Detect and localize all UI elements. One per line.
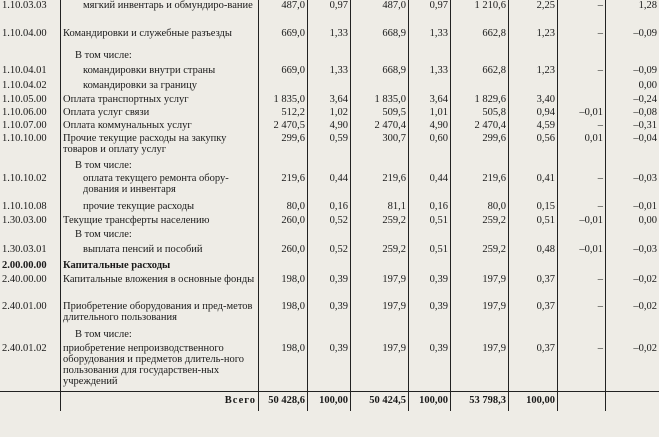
cell-deviation-a: –0,01 — [558, 215, 606, 229]
row-code: 2.40.01.00 — [2, 301, 47, 312]
cell-deviation-b — [606, 229, 659, 244]
cell-deviation-a — [558, 260, 606, 274]
cell-deviation-a — [558, 50, 606, 65]
cell-deviation-b: –0,09 — [606, 28, 659, 50]
row-name: Прочие текущие расходы на закупку товаров и оплату услуг — [61, 133, 259, 160]
cell-deviation-a: – — [558, 201, 606, 215]
cell-deviation-b: –0,24 — [606, 94, 659, 107]
row-code: 2.40.00.00 — [2, 274, 47, 285]
cell-plan-share: 0,52 — [308, 215, 351, 229]
cell-plan-amount: 1 835,0 — [259, 94, 308, 107]
cell-plan-share — [308, 160, 351, 173]
cell-plan-share — [308, 229, 351, 244]
total-label: Всего — [61, 391, 259, 411]
cell-revised-amount — [351, 160, 409, 173]
row-code: 1.30.03.01 — [2, 244, 47, 255]
cell-actual-amount — [451, 229, 509, 244]
cell-deviation-b: –0,31 — [606, 120, 659, 133]
cell-actual-share: 1,23 — [509, 65, 558, 80]
cell-actual-amount — [451, 329, 509, 343]
cell-plan-share: 1,33 — [308, 28, 351, 50]
row-code: 2.40.01.02 — [2, 343, 47, 354]
cell-revised-amount: 81,1 — [351, 201, 409, 215]
cell-revised-amount — [351, 329, 409, 343]
cell-deviation-b: –0,09 — [606, 65, 659, 80]
cell-revised-share — [409, 329, 451, 343]
row-name: командировки за границу — [61, 80, 259, 94]
cell-plan-share: 0,39 — [308, 343, 351, 391]
row-code — [0, 229, 61, 244]
row-name: выплата пенсий и пособий — [61, 244, 259, 260]
row-code: 1.10.04.02 — [2, 80, 47, 91]
total-code — [0, 391, 61, 411]
row-code: 1.10.04.00 — [2, 28, 47, 39]
row-name: В том числе: — [61, 329, 259, 343]
cell-revised-amount: 197,9 — [351, 301, 409, 329]
cell-plan-share: 0,39 — [308, 274, 351, 301]
cell-deviation-a — [558, 229, 606, 244]
cell-plan-amount — [259, 80, 308, 94]
total-actual-amount: 53 798,3 — [451, 391, 509, 411]
cell-actual-share: 2,25 — [509, 0, 558, 28]
cell-revised-amount — [351, 50, 409, 65]
cell-actual-amount: 1 829,6 — [451, 94, 509, 107]
row-name: оплата текущего ремонта обору-дования и инвентаря — [61, 173, 259, 201]
cell-actual-share — [509, 329, 558, 343]
cell-actual-amount: 80,0 — [451, 201, 509, 215]
table-row — [0, 94, 659, 107]
cell-revised-share: 0,16 — [409, 201, 451, 215]
cell-deviation-a — [558, 160, 606, 173]
cell-deviation-a — [558, 94, 606, 107]
cell-actual-amount: 259,2 — [451, 215, 509, 229]
cell-revised-amount — [351, 229, 409, 244]
cell-actual-share: 0,41 — [509, 173, 558, 201]
cell-revised-share: 0,44 — [409, 173, 451, 201]
cell-deviation-b: 0,00 — [606, 80, 659, 94]
cell-plan-share: 1,02 — [308, 107, 351, 120]
cell-revised-amount: 300,7 — [351, 133, 409, 160]
row-code: 1.10.03.03 — [2, 0, 47, 11]
cell-actual-amount — [451, 50, 509, 65]
row-code: 1.10.04.01 — [2, 65, 47, 76]
cell-revised-amount: 487,0 — [351, 0, 409, 28]
row-code: 1.10.06.00 — [2, 107, 47, 118]
cell-actual-amount: 2 470,4 — [451, 120, 509, 133]
cell-plan-amount: 80,0 — [259, 201, 308, 215]
cell-actual-share: 0,15 — [509, 201, 558, 215]
cell-plan-amount: 260,0 — [259, 215, 308, 229]
row-name: прочие текущие расходы — [61, 201, 259, 215]
row-code: 1.10.10.08 — [2, 201, 47, 212]
table-row — [0, 133, 659, 160]
cell-revised-amount — [351, 80, 409, 94]
cell-revised-share: 0,51 — [409, 244, 451, 260]
cell-actual-share: 0,94 — [509, 107, 558, 120]
cell-plan-amount — [259, 160, 308, 173]
cell-deviation-a: – — [558, 120, 606, 133]
row-code — [0, 160, 61, 173]
cell-revised-share — [409, 160, 451, 173]
cell-actual-amount: 662,8 — [451, 65, 509, 80]
cell-plan-amount: 669,0 — [259, 65, 308, 80]
cell-deviation-b: –0,08 — [606, 107, 659, 120]
cell-actual-share — [509, 50, 558, 65]
cell-plan-amount: 487,0 — [259, 0, 308, 28]
cell-plan-share — [308, 260, 351, 274]
cell-revised-share — [409, 80, 451, 94]
total-deviation-b — [606, 391, 659, 411]
table-row — [0, 215, 659, 229]
row-code: 1.30.03.00 — [2, 215, 47, 226]
cell-deviation-a: – — [558, 0, 606, 28]
table-row — [0, 274, 659, 301]
cell-actual-amount: 259,2 — [451, 244, 509, 260]
cell-deviation-a: – — [558, 301, 606, 329]
cell-plan-amount: 512,2 — [259, 107, 308, 120]
cell-plan-amount: 2 470,5 — [259, 120, 308, 133]
cell-plan-amount: 299,6 — [259, 133, 308, 160]
cell-revised-share — [409, 229, 451, 244]
total-plan-share: 100,00 — [308, 391, 351, 411]
cell-revised-share: 4,90 — [409, 120, 451, 133]
cell-plan-share: 1,33 — [308, 65, 351, 80]
cell-plan-amount — [259, 329, 308, 343]
table-row — [0, 65, 659, 80]
table-row — [0, 173, 659, 201]
total-plan-amount: 50 428,6 — [259, 391, 308, 411]
cell-deviation-a — [558, 80, 606, 94]
total-revised-share: 100,00 — [409, 391, 451, 411]
cell-revised-amount: 197,9 — [351, 274, 409, 301]
row-name: Капитальные расходы — [61, 260, 259, 274]
table-row — [0, 260, 659, 274]
cell-revised-share: 1,33 — [409, 28, 451, 50]
cell-deviation-b — [606, 160, 659, 173]
table-row — [0, 160, 659, 173]
cell-revised-share: 0,60 — [409, 133, 451, 160]
cell-revised-amount: 668,9 — [351, 28, 409, 50]
cell-revised-amount: 259,2 — [351, 215, 409, 229]
cell-actual-amount — [451, 160, 509, 173]
cell-revised-amount: 197,9 — [351, 343, 409, 391]
cell-deviation-a: – — [558, 65, 606, 80]
cell-revised-share: 1,33 — [409, 65, 451, 80]
cell-actual-share — [509, 260, 558, 274]
cell-actual-amount: 662,8 — [451, 28, 509, 50]
row-code — [0, 329, 61, 343]
cell-revised-amount: 219,6 — [351, 173, 409, 201]
total-actual-share: 100,00 — [509, 391, 558, 411]
cell-deviation-b: –0,02 — [606, 301, 659, 329]
cell-revised-share — [409, 260, 451, 274]
cell-deviation-b: –0,03 — [606, 244, 659, 260]
table-row — [0, 0, 659, 28]
cell-revised-amount: 1 835,0 — [351, 94, 409, 107]
cell-actual-amount: 219,6 — [451, 173, 509, 201]
cell-plan-share: 0,39 — [308, 301, 351, 329]
cell-actual-amount: 197,9 — [451, 274, 509, 301]
cell-plan-share — [308, 50, 351, 65]
cell-deviation-a: –0,01 — [558, 244, 606, 260]
cell-plan-amount — [259, 260, 308, 274]
cell-actual-share — [509, 229, 558, 244]
row-name: Оплата коммунальных услуг — [61, 120, 259, 133]
table-row — [0, 107, 659, 120]
cell-deviation-b: –0,04 — [606, 133, 659, 160]
cell-deviation-b: 1,28 — [606, 0, 659, 28]
row-name: Командировки и служебные разъезды — [61, 28, 259, 50]
cell-deviation-b — [606, 260, 659, 274]
cell-deviation-b: –0,01 — [606, 201, 659, 215]
table-row — [0, 329, 659, 343]
cell-plan-share: 0,16 — [308, 201, 351, 215]
cell-actual-amount: 197,9 — [451, 343, 509, 391]
row-name: командировки внутри страны — [61, 65, 259, 80]
cell-deviation-a: – — [558, 274, 606, 301]
total-deviation-a — [558, 391, 606, 411]
cell-actual-share — [509, 160, 558, 173]
cell-plan-share: 4,90 — [308, 120, 351, 133]
cell-deviation-b: –0,02 — [606, 274, 659, 301]
cell-revised-share: 0,39 — [409, 301, 451, 329]
row-code: 1.10.05.00 — [2, 94, 47, 105]
cell-revised-amount: 509,5 — [351, 107, 409, 120]
cell-revised-amount: 668,9 — [351, 65, 409, 80]
cell-plan-amount: 198,0 — [259, 301, 308, 329]
row-name: Оплата услуг связи — [61, 107, 259, 120]
cell-plan-amount: 198,0 — [259, 343, 308, 391]
cell-revised-share: 0,97 — [409, 0, 451, 28]
cell-plan-amount: 198,0 — [259, 274, 308, 301]
row-name: приобретение непроизводственного оборудования и предметов длитель-ного пользования для государствен-ных учреждений — [61, 343, 259, 391]
cell-plan-share: 3,64 — [308, 94, 351, 107]
cell-actual-share — [509, 80, 558, 94]
row-name: В том числе: — [61, 50, 259, 65]
row-code: 1.10.10.02 — [2, 173, 47, 184]
cell-plan-amount: 669,0 — [259, 28, 308, 50]
table-row — [0, 229, 659, 244]
cell-revised-amount — [351, 260, 409, 274]
table-row — [0, 301, 659, 329]
cell-deviation-a: –0,01 — [558, 107, 606, 120]
table-row — [0, 343, 659, 391]
cell-plan-amount — [259, 50, 308, 65]
cell-deviation-a — [558, 329, 606, 343]
row-name: мягкий инвентарь и обмундиро-вание — [61, 0, 259, 28]
row-name: Оплата транспортных услуг — [61, 94, 259, 107]
cell-actual-amount: 197,9 — [451, 301, 509, 329]
cell-actual-share: 0,37 — [509, 343, 558, 391]
cell-revised-share: 1,01 — [409, 107, 451, 120]
cell-deviation-a: 0,01 — [558, 133, 606, 160]
cell-plan-share: 0,52 — [308, 244, 351, 260]
cell-deviation-b — [606, 329, 659, 343]
row-name: В том числе: — [61, 229, 259, 244]
row-name: Капитальные вложения в основные фонды — [61, 274, 259, 301]
cell-plan-share: 0,59 — [308, 133, 351, 160]
cell-deviation-b — [606, 50, 659, 65]
total-revised-amount: 50 424,5 — [351, 391, 409, 411]
cell-plan-share — [308, 80, 351, 94]
cell-actual-amount — [451, 260, 509, 274]
row-name: Текущие трансферты населению — [61, 215, 259, 229]
row-name: Приобретение оборудования и пред-метов длительного пользования — [61, 301, 259, 329]
cell-plan-share: 0,97 — [308, 0, 351, 28]
row-code: 1.10.10.00 — [2, 133, 47, 144]
cell-actual-share: 0,37 — [509, 301, 558, 329]
cell-deviation-b: –0,03 — [606, 173, 659, 201]
table-row — [0, 244, 659, 260]
cell-plan-share: 0,44 — [308, 173, 351, 201]
cell-plan-amount — [259, 229, 308, 244]
row-name: В том числе: — [61, 160, 259, 173]
cell-revised-share: 0,39 — [409, 274, 451, 301]
cell-deviation-a: – — [558, 173, 606, 201]
table-row — [0, 80, 659, 94]
cell-actual-share: 0,37 — [509, 274, 558, 301]
cell-revised-amount: 259,2 — [351, 244, 409, 260]
cell-actual-share: 0,51 — [509, 215, 558, 229]
cell-actual-share: 1,23 — [509, 28, 558, 50]
cell-revised-share: 0,51 — [409, 215, 451, 229]
cell-revised-amount: 2 470,4 — [351, 120, 409, 133]
cell-plan-share — [308, 329, 351, 343]
table-row — [0, 28, 659, 50]
cell-plan-amount: 219,6 — [259, 173, 308, 201]
cell-revised-share — [409, 50, 451, 65]
cell-deviation-a: – — [558, 343, 606, 391]
cell-actual-amount: 1 210,6 — [451, 0, 509, 28]
row-code: 1.10.07.00 — [2, 120, 47, 131]
table-row — [0, 120, 659, 133]
row-code: 2.00.00.00 — [2, 260, 47, 271]
table-row — [0, 50, 659, 65]
cell-revised-share: 3,64 — [409, 94, 451, 107]
table-row — [0, 201, 659, 215]
cell-revised-share: 0,39 — [409, 343, 451, 391]
cell-actual-amount: 505,8 — [451, 107, 509, 120]
total-row — [0, 391, 659, 411]
row-code — [0, 50, 61, 65]
cell-actual-share: 4,59 — [509, 120, 558, 133]
cell-plan-amount: 260,0 — [259, 244, 308, 260]
cell-deviation-a: – — [558, 28, 606, 50]
cell-actual-amount: 299,6 — [451, 133, 509, 160]
cell-deviation-b: 0,00 — [606, 215, 659, 229]
cell-actual-share: 0,48 — [509, 244, 558, 260]
cell-actual-share: 0,56 — [509, 133, 558, 160]
cell-actual-amount — [451, 80, 509, 94]
cell-deviation-b: –0,02 — [606, 343, 659, 391]
cell-actual-share: 3,40 — [509, 94, 558, 107]
